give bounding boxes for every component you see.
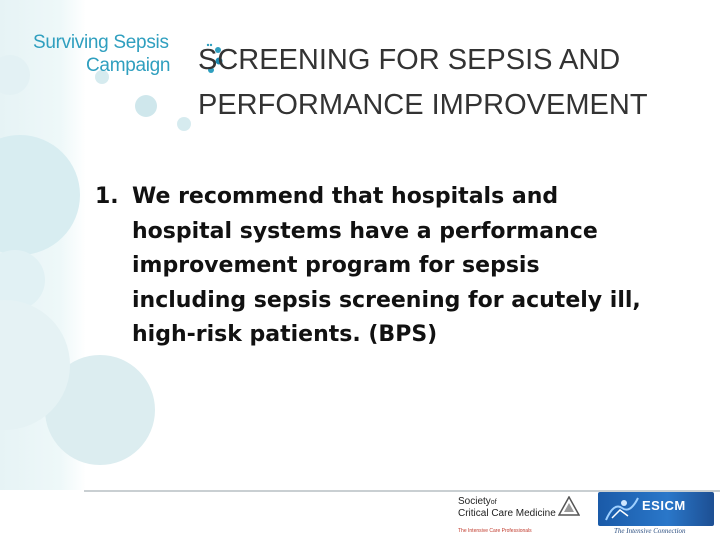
sccm-name-of: of bbox=[490, 499, 497, 506]
title-line2: PERFORMANCE IMPROVEMENT bbox=[198, 89, 648, 121]
sccm-logo bbox=[458, 494, 583, 534]
page-title bbox=[198, 38, 708, 128]
logo-text-line2: Campaign bbox=[86, 55, 171, 76]
decorative-circle bbox=[135, 95, 157, 117]
decorative-circle bbox=[177, 117, 191, 131]
title-line1: SCREENING FOR SEPSIS AND bbox=[198, 44, 621, 76]
logo-text-line1: Surviving Sepsis bbox=[33, 32, 169, 53]
sccm-name bbox=[458, 496, 556, 519]
recommendation-line: hospital systems have a performance bbox=[132, 218, 598, 244]
esicm-tagline: The Intensive Connection bbox=[614, 527, 686, 535]
recommendation-line: We recommend that hospitals and bbox=[132, 184, 559, 209]
recommendation-text bbox=[132, 180, 677, 353]
recommendation-line: improvement program for sepsis bbox=[132, 253, 540, 278]
sccm-triangle-icon bbox=[558, 496, 580, 516]
esicm-logo bbox=[598, 492, 714, 536]
surviving-sepsis-logo bbox=[33, 32, 208, 82]
recommendation-line: including sepsis screening for acutely ill, bbox=[132, 287, 641, 313]
sccm-tagline: The Intensive Care Professionals bbox=[458, 528, 532, 534]
esicm-figure-icon bbox=[602, 494, 642, 524]
sccm-name-line1: Society bbox=[458, 496, 491, 507]
recommendation-number: 1. bbox=[95, 184, 119, 209]
sccm-name-line2: Critical Care Medicine bbox=[458, 508, 556, 519]
esicm-label: ESICM bbox=[642, 498, 686, 513]
esicm-banner bbox=[598, 492, 714, 526]
recommendation-line: high-risk patients. (BPS) bbox=[132, 322, 438, 347]
